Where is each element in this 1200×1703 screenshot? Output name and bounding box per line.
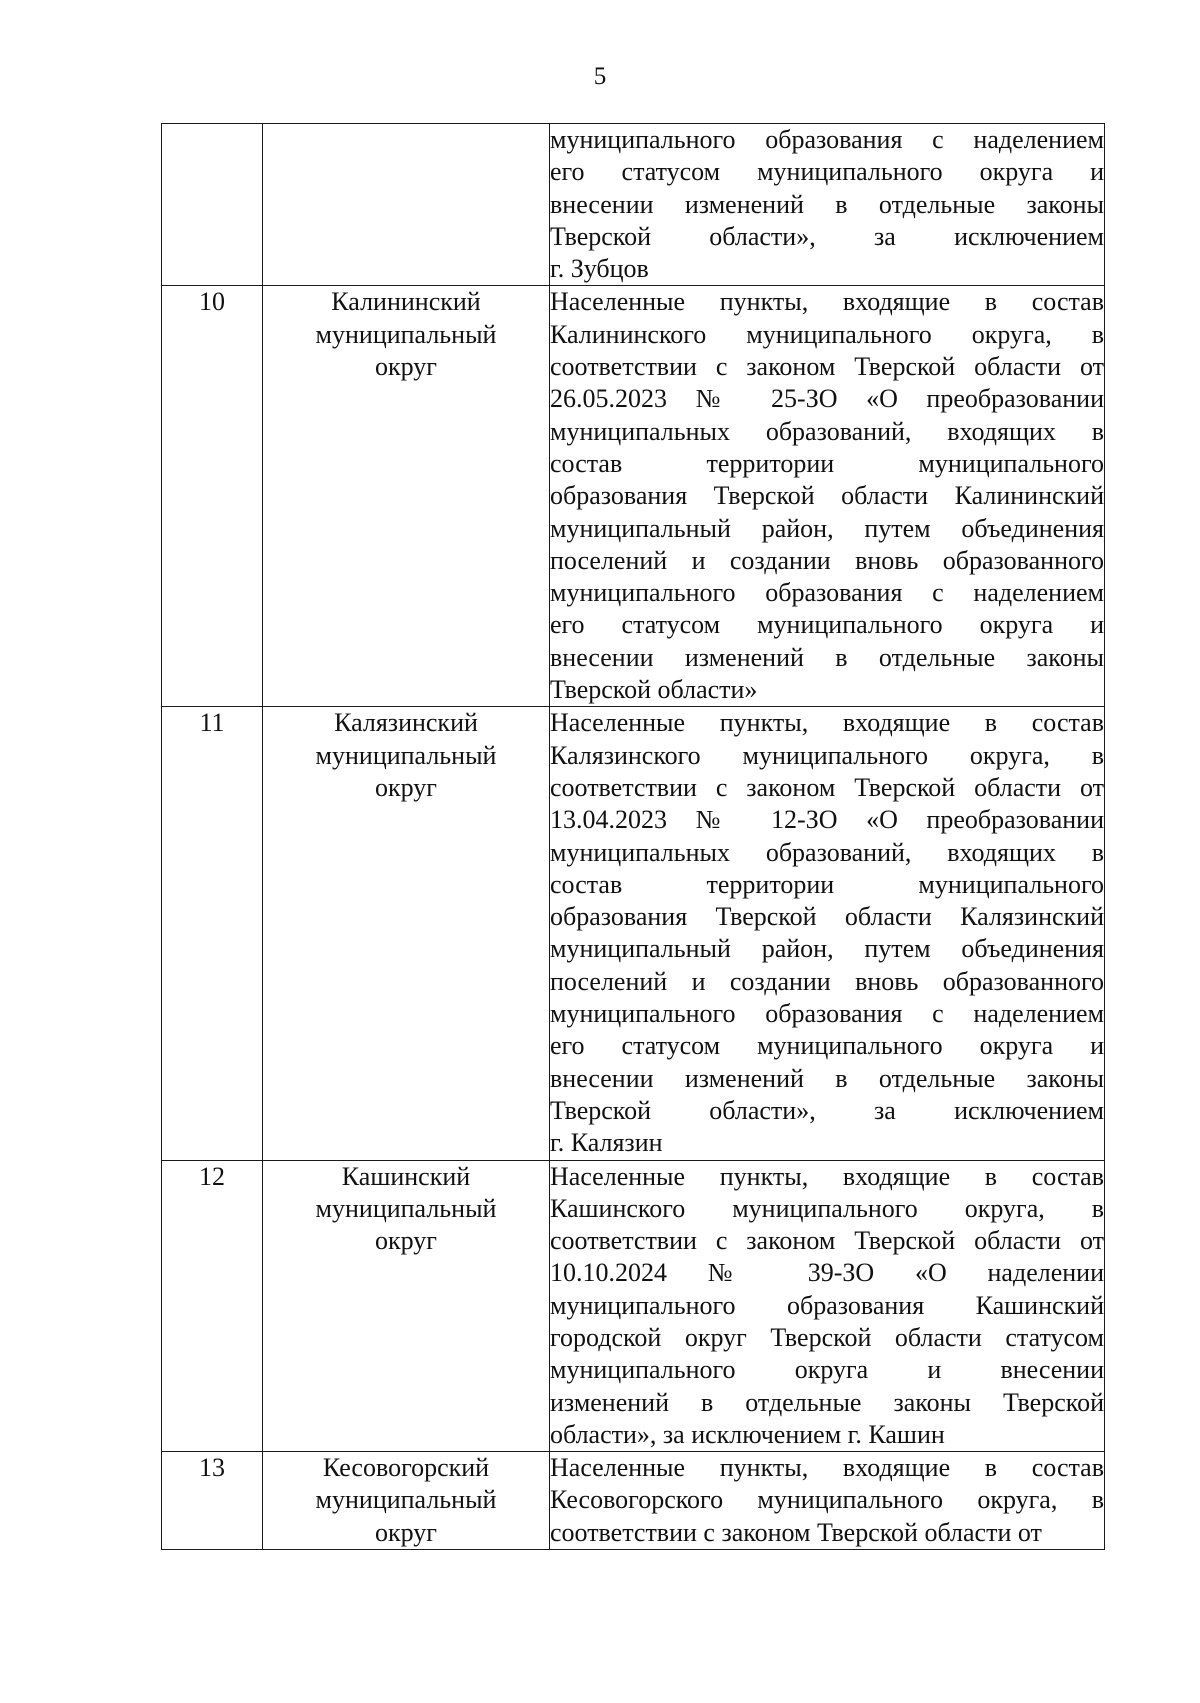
description-line: Калязинского муниципального округа, в: [550, 740, 1104, 770]
district-name: [263, 124, 550, 286]
description-line: его статусом муниципального округа и: [550, 157, 1104, 187]
description-line: Населенные пункты, входящие в состав: [550, 1161, 1104, 1191]
settlements-description: [550, 124, 1105, 286]
description-line: муниципального округа и внесении: [550, 1355, 1104, 1385]
district-name-line: муниципальный: [315, 740, 497, 770]
description-line: муниципальный район, путем объединения: [550, 934, 1104, 964]
description-line: образования Тверской области Калининский: [550, 481, 1104, 511]
description-line: 13.04.2023 № 12-ЗО «О преобразовании: [550, 805, 1104, 835]
row-number: 10: [162, 286, 263, 707]
district-name-line: Калязинский: [334, 708, 478, 738]
page-number: 5: [593, 63, 607, 90]
description-line: его статусом муниципального округа и: [550, 610, 1104, 640]
description-line: муниципального образования с наделением: [550, 125, 1104, 154]
description-line: соответствии с законом Тверской области от: [550, 352, 1104, 382]
table-row: [162, 286, 1105, 707]
description-line: муниципального образования с наделением: [550, 578, 1104, 608]
description-line: муниципальный район, путем объединения: [550, 513, 1104, 543]
district-name: [263, 286, 550, 707]
description-line: Населенные пункты, входящие в состав: [550, 1453, 1104, 1483]
row-number: 12: [162, 1160, 263, 1452]
description-line: г. Калязин: [550, 1128, 663, 1158]
district-name-line: муниципальный: [315, 1485, 497, 1515]
districts-table: [161, 123, 1105, 1550]
table-row: [162, 1160, 1105, 1452]
description-line: соответствии с законом Тверской области от: [550, 772, 1104, 802]
district-name-line: округ: [375, 772, 437, 802]
description-line: поселений и создании вновь образованного: [550, 966, 1104, 996]
row-number: [162, 124, 263, 286]
district-name-line: Калининский: [331, 287, 481, 317]
description-line: изменений в отдельные законы Тверской: [550, 1387, 1104, 1417]
description-line: области», за исключением г. Кашин: [550, 1419, 945, 1449]
settlements-description: [550, 1452, 1105, 1550]
settlements-description: [550, 286, 1105, 707]
description-line: 26.05.2023 № 25-ЗО «О преобразовании: [550, 384, 1104, 414]
description-line: Кашинского муниципального округа, в: [550, 1193, 1104, 1223]
description-line: образования Тверской области Калязинский: [550, 902, 1104, 932]
row-number: 11: [162, 707, 263, 1160]
description-line: городской округ Тверской области статусом: [550, 1322, 1104, 1352]
description-line: муниципального образования с наделением: [550, 999, 1104, 1029]
district-name-line: муниципальный: [315, 1193, 497, 1223]
table-body: [162, 124, 1105, 1550]
district-name-line: муниципальный: [315, 319, 497, 349]
description-line: состав территории муниципального: [550, 448, 1104, 478]
description-line: муниципальных образований, входящих в: [550, 416, 1104, 446]
district-name: [263, 1160, 550, 1452]
description-line: внесении изменений в отдельные законы: [550, 1063, 1104, 1093]
description-line: поселений и создании вновь образованного: [550, 545, 1104, 575]
table-row: [162, 124, 1105, 286]
description-line: Тверской области»: [550, 675, 758, 705]
description-line: состав территории муниципального: [550, 869, 1104, 899]
description-line: муниципальных образований, входящих в: [550, 837, 1104, 867]
description-line: соответствии с законом Тверской области от: [550, 1226, 1104, 1256]
district-name-line: округ: [375, 1517, 437, 1547]
district-name-line: округ: [375, 352, 437, 382]
description-line: Тверской области», за исключением: [550, 1095, 1104, 1125]
description-line: Калининского муниципального округа, в: [550, 319, 1104, 349]
description-line: внесении изменений в отдельные законы: [550, 189, 1104, 219]
description-line: Населенные пункты, входящие в состав: [550, 287, 1104, 317]
description-line: Тверской области», за исключением: [550, 221, 1104, 251]
settlements-description: [550, 707, 1105, 1160]
district-name: [263, 1452, 550, 1550]
table-row: [162, 707, 1105, 1160]
district-name-line: Кашинский: [341, 1161, 471, 1191]
district-name-line: Кесовогорский: [322, 1453, 490, 1483]
table-row: [162, 1452, 1105, 1550]
settlements-description: [550, 1160, 1105, 1452]
description-line: Кесовогорского муниципального округа, в: [550, 1485, 1104, 1515]
description-line: соответствии с законом Тверской области от: [550, 1517, 1042, 1547]
description-line: внесении изменений в отдельные законы: [550, 642, 1104, 672]
description-line: г. Зубцов: [550, 254, 649, 284]
district-name-line: округ: [375, 1226, 437, 1256]
description-line: Населенные пункты, входящие в состав: [550, 708, 1104, 738]
description-line: муниципального образования Кашинский: [550, 1290, 1104, 1320]
row-number: 13: [162, 1452, 263, 1550]
district-name: [263, 707, 550, 1160]
description-line: его статусом муниципального округа и: [550, 1031, 1104, 1061]
description-line: 10.10.2024 № 39-ЗО «О наделении: [550, 1258, 1104, 1288]
